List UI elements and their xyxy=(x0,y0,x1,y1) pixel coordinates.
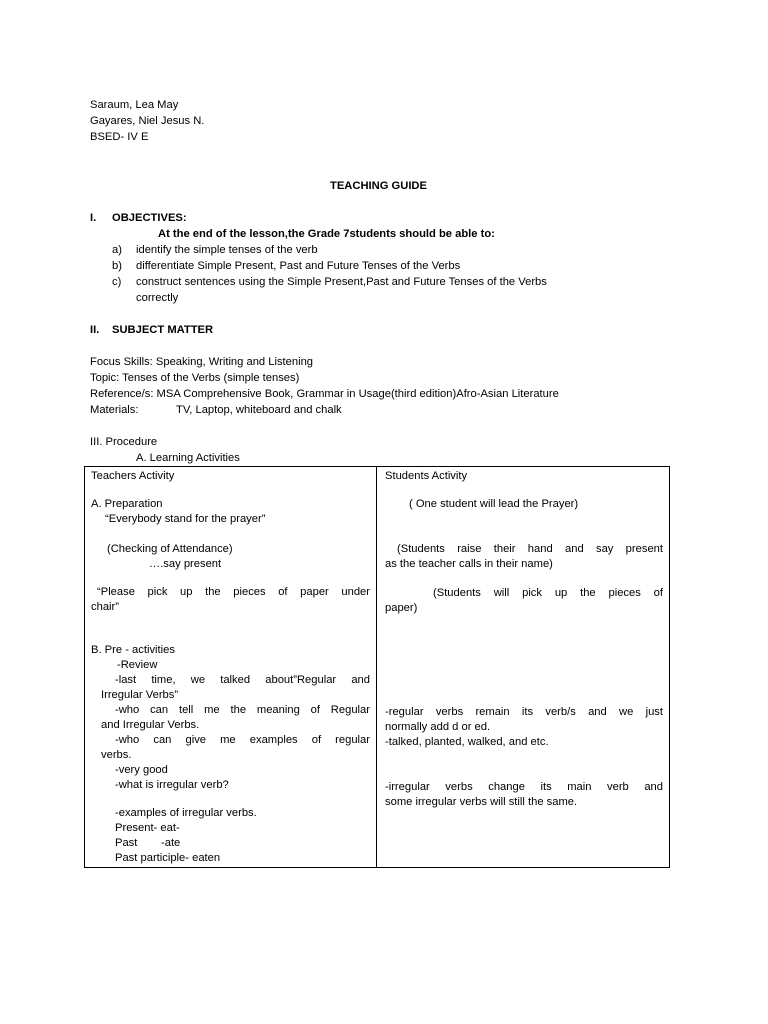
teacher-preparation: A. Preparation xyxy=(91,498,163,510)
focus-skills: Focus Skills: Speaking, Writing and Listening xyxy=(90,356,314,368)
teacher-past-value: -ate xyxy=(161,837,181,849)
teacher-review: -Review xyxy=(117,659,158,671)
objectives-intro: At the end of the lesson,the Grade 7students should be able to: xyxy=(158,228,495,240)
teacher-meaning-2: and Irregular Verbs. xyxy=(101,719,200,731)
student-talked: -talked, planted, walked, and etc. xyxy=(385,736,549,748)
teacher-pre-activities: B. Pre - activities xyxy=(91,644,175,656)
objective-b: differentiate Simple Present, Past and Future Tenses of the Verbs xyxy=(136,260,461,272)
subject-matter-heading: SUBJECT MATTER xyxy=(112,324,214,336)
teacher-past-label: Past xyxy=(115,837,138,849)
teacher-examples-irregular: -examples of irregular verbs. xyxy=(115,807,257,819)
student-prayer: ( One student will lead the Prayer) xyxy=(409,498,579,510)
teacher-last-time-2: Irregular Verbs” xyxy=(101,689,179,701)
teacher-activity-header: Teachers Activity xyxy=(91,470,175,482)
teacher-prayer: “Everybody stand for the prayer” xyxy=(105,513,266,525)
author-1: Saraum, Lea May xyxy=(90,99,179,111)
teacher-attendance: (Checking of Attendance) xyxy=(107,543,233,555)
subject-matter-numeral: II. xyxy=(90,324,100,336)
document-title: TEACHING GUIDE xyxy=(330,180,427,192)
course-section: BSED- IV E xyxy=(90,131,149,143)
table-column-divider xyxy=(376,467,377,867)
teacher-paper-2: chair” xyxy=(91,601,119,613)
teacher-present: Present- eat- xyxy=(115,822,180,834)
objective-marker-b: b) xyxy=(112,260,122,272)
materials-value: TV, Laptop, whiteboard and chalk xyxy=(176,404,342,416)
student-irregular-2: some irregular verbs will still the same. xyxy=(385,796,578,808)
objectives-heading: OBJECTIVES: xyxy=(112,212,187,224)
student-regular-1: -regular verbs remain its verb/s and we just xyxy=(385,706,663,718)
activities-table xyxy=(84,466,670,868)
teacher-past-participle: Past participle- eaten xyxy=(115,852,221,864)
teacher-last-time-1: -last time, we talked about”Regular and xyxy=(115,674,370,686)
teacher-examples-1: -who can give me examples of regular xyxy=(115,734,370,746)
author-2: Gayares, Niel Jesus N. xyxy=(90,115,205,127)
reference: Reference/s: MSA Comprehensive Book, Grammar in Usage(third edition)Afro-Asian Literature xyxy=(90,388,559,400)
teacher-say-present: ….say present xyxy=(149,558,222,570)
teacher-meaning-1: -who can tell me the meaning of Regular xyxy=(115,704,370,716)
teacher-very-good: -very good xyxy=(115,764,168,776)
teacher-examples-2: verbs. xyxy=(101,749,132,761)
procedure-heading: III. Procedure xyxy=(90,436,158,448)
teacher-what-irregular: -what is irregular verb? xyxy=(115,779,229,791)
objective-marker-a: a) xyxy=(112,244,122,256)
objective-c: construct sentences using the Simple Present,Past and Future Tenses of the Verbs xyxy=(136,276,547,288)
teacher-paper-1: “Please pick up the pieces of paper under xyxy=(97,586,370,598)
student-raise-2: as the teacher calls in their name) xyxy=(385,558,553,570)
objective-marker-c: c) xyxy=(112,276,122,288)
learning-activities-heading: A. Learning Activities xyxy=(136,452,240,464)
objectives-numeral: I. xyxy=(90,212,97,224)
objective-c-cont: correctly xyxy=(136,292,179,304)
materials-label: Materials: xyxy=(90,404,139,416)
student-activity-header: Students Activity xyxy=(385,470,468,482)
topic: Topic: Tenses of the Verbs (simple tenses) xyxy=(90,372,300,384)
student-pick-2: paper) xyxy=(385,602,418,614)
objective-a: identify the simple tenses of the verb xyxy=(136,244,318,256)
student-regular-2: normally add d or ed. xyxy=(385,721,491,733)
student-pick-1: (Students will pick up the pieces of xyxy=(433,587,663,599)
student-irregular-1: -irregular verbs change its main verb and xyxy=(385,781,663,793)
student-raise-1: (Students raise their hand and say present xyxy=(397,543,663,555)
